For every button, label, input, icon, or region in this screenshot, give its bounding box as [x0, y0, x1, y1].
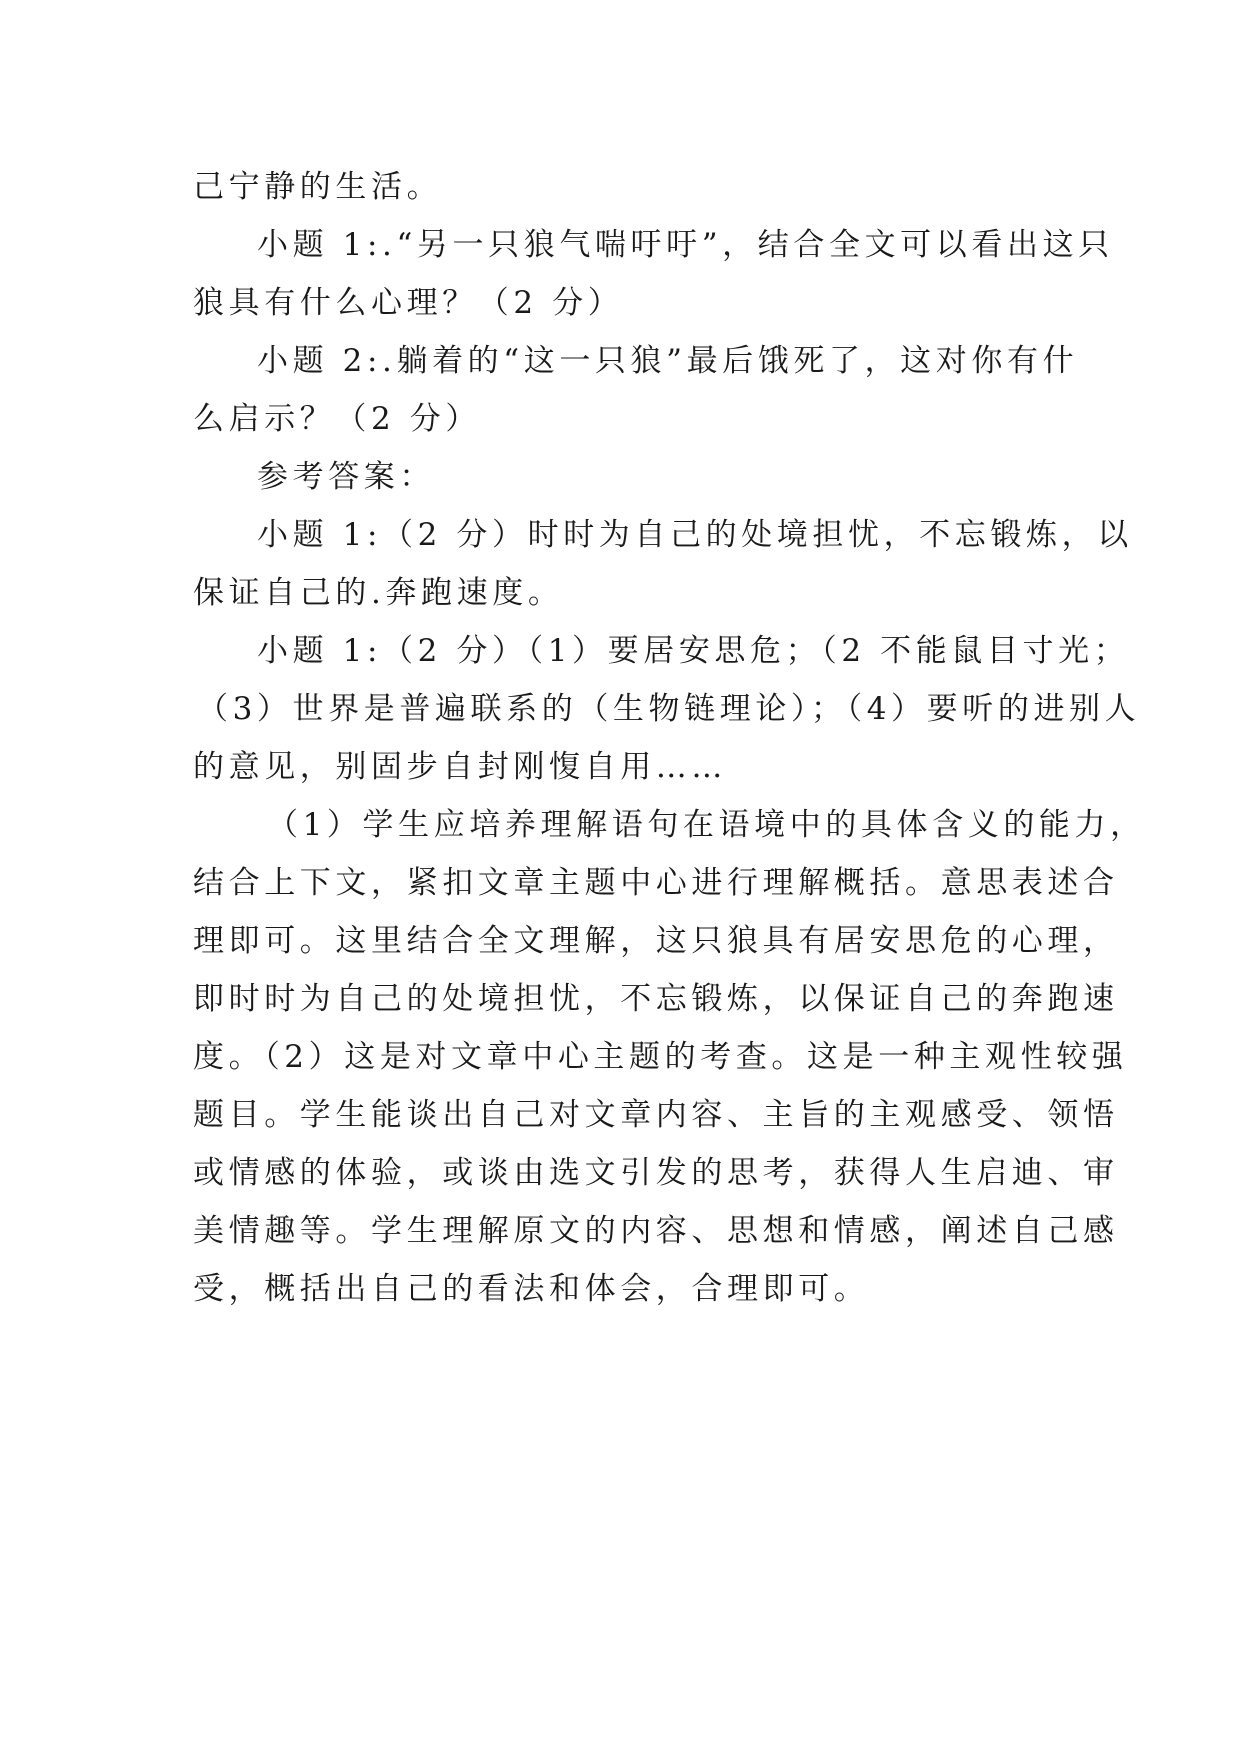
answer-2-continuation: 的意见，别固步自封刚愎自用……	[193, 749, 727, 785]
document-body	[193, 158, 1146, 1318]
text-line: 己宁静的生活。	[193, 169, 443, 205]
analysis-line: 即时时为自己的处境担忧，不忘锻炼，以保证自己的奔跑速	[193, 981, 1119, 1017]
question-1-line: 小题 1:.“另一只狼气喘吁吁”，结合全文可以看出这只	[257, 227, 1114, 263]
analysis-line: 题目。学生能谈出自己对文章内容、主旨的主观感受、领悟	[193, 1097, 1119, 1133]
answer-1-line: 小题 1:（2 分）时时为自己的处境担忧，不忘锻炼，以	[257, 517, 1133, 553]
question-1-continuation: 狼具有什么心理？（2 分）	[193, 285, 624, 321]
analysis-line: 理即可。这里结合全文理解，这只狼具有居安思危的心理，	[193, 923, 1119, 959]
analysis-line: 度。（2）这是对文章中心主题的考查。这是一种主观性较强	[193, 1039, 1128, 1075]
analysis-line: 或情感的体验，或谈由选文引发的思考，获得人生启迪、审	[193, 1155, 1119, 1191]
analysis-line: 美情趣等。学生理解原文的内容、思想和情感，阐述自己感	[193, 1213, 1119, 1249]
question-2-continuation: 么启示？（2 分）	[193, 401, 481, 437]
question-2-line: 小题 2:.躺着的“这一只狼”最后饿死了，这对你有什	[257, 343, 1079, 379]
analysis-line: 受，概括出自己的看法和体会，合理即可。	[193, 1271, 870, 1307]
analysis-line: 结合上下文，紧扣文章主题中心进行理解概括。意思表述合	[193, 865, 1119, 901]
answer-2-continuation: （3）世界是普遍联系的（生物链理论）；（4）要听的进别人	[197, 691, 1141, 727]
answer-1-continuation: 保证自己的.奔跑速度。	[193, 575, 564, 611]
analysis-line: （1）学生应培养理解语句在语境中的具体含义的能力，	[267, 807, 1146, 843]
answer-heading: 参考答案：	[257, 459, 435, 495]
answer-2-line: 小题 1:（2 分）（1）要居安思危；（2 不能鼠目寸光；	[257, 633, 1130, 669]
